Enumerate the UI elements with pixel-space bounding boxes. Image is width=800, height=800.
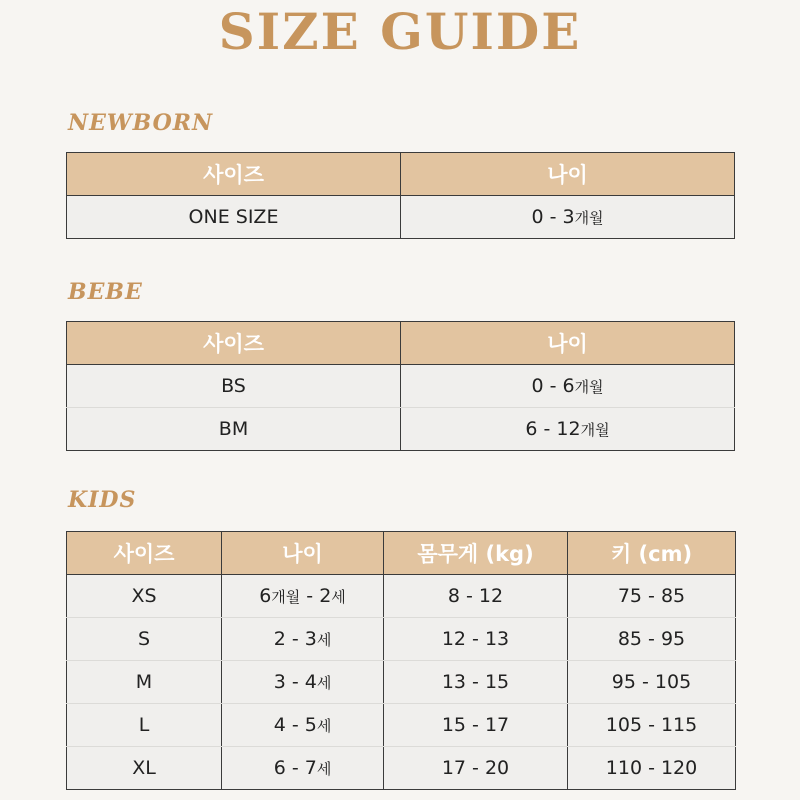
cell-age	[222, 575, 384, 618]
cell-age	[222, 661, 384, 704]
cell-height: 95 - 105	[568, 661, 736, 704]
cell-size: ONE SIZE	[67, 196, 401, 239]
header-size: 사이즈	[67, 532, 222, 575]
table-header-row	[67, 532, 736, 575]
age-value: 6 - 12	[525, 418, 581, 440]
cell-weight: 13 - 15	[384, 661, 568, 704]
age-unit: 개월	[574, 378, 604, 396]
table-header-row	[67, 153, 735, 196]
table-row	[67, 661, 736, 704]
age-unit: 세	[316, 760, 332, 778]
age-value: 0 - 3	[531, 206, 575, 228]
cell-weight: 8 - 12	[384, 575, 568, 618]
cell-age	[222, 747, 384, 790]
cell-age	[222, 618, 384, 661]
table-row	[67, 618, 736, 661]
cell-age	[401, 408, 735, 451]
table-row	[67, 704, 736, 747]
age-unit: 개월	[580, 421, 610, 439]
section-label-newborn: NEWBORN	[68, 110, 214, 136]
table-row	[67, 408, 735, 451]
table-row	[67, 575, 736, 618]
page-title: SIZE GUIDE	[218, 2, 582, 61]
age-value-2: - 2	[300, 585, 332, 607]
cell-size: M	[67, 661, 222, 704]
section-label-kids: KIDS	[68, 487, 137, 513]
cell-weight: 12 - 13	[384, 618, 568, 661]
section-label-bebe: BEBE	[68, 279, 143, 305]
table-row	[67, 196, 735, 239]
age-value: 4 - 5	[273, 714, 317, 736]
cell-size: BM	[67, 408, 401, 451]
header-age: 나이	[401, 322, 735, 365]
age-unit: 세	[316, 674, 332, 692]
cell-weight: 15 - 17	[384, 704, 568, 747]
age-unit: 개월	[574, 209, 604, 227]
cell-height: 110 - 120	[568, 747, 736, 790]
age-value: 0 - 6	[531, 375, 575, 397]
age-value: 2 - 3	[273, 628, 317, 650]
cell-age	[401, 365, 735, 408]
cell-height: 75 - 85	[568, 575, 736, 618]
age-unit: 세	[316, 717, 332, 735]
age-unit-2: 세	[331, 588, 346, 606]
cell-height: 105 - 115	[568, 704, 736, 747]
cell-weight: 17 - 20	[384, 747, 568, 790]
cell-size: S	[67, 618, 222, 661]
header-age: 나이	[401, 153, 735, 196]
kids-size-table	[66, 531, 736, 790]
table-row	[67, 365, 735, 408]
newborn-size-table	[66, 152, 735, 239]
cell-size: L	[67, 704, 222, 747]
age-unit: 개월	[271, 588, 301, 606]
age-value: 3 - 4	[273, 671, 317, 693]
cell-age	[401, 196, 735, 239]
cell-size: XL	[67, 747, 222, 790]
age-unit: 세	[316, 631, 332, 649]
header-size: 사이즈	[67, 322, 401, 365]
cell-height: 85 - 95	[568, 618, 736, 661]
cell-size: BS	[67, 365, 401, 408]
table-row	[67, 747, 736, 790]
header-weight: 몸무게 (kg)	[384, 532, 568, 575]
bebe-size-table	[66, 321, 735, 451]
cell-size: XS	[67, 575, 222, 618]
header-age: 나이	[222, 532, 384, 575]
cell-age	[222, 704, 384, 747]
header-size: 사이즈	[67, 153, 401, 196]
header-height: 키 (cm)	[568, 532, 736, 575]
age-value: 6	[259, 585, 272, 607]
table-header-row	[67, 322, 735, 365]
age-value: 6 - 7	[273, 757, 317, 779]
